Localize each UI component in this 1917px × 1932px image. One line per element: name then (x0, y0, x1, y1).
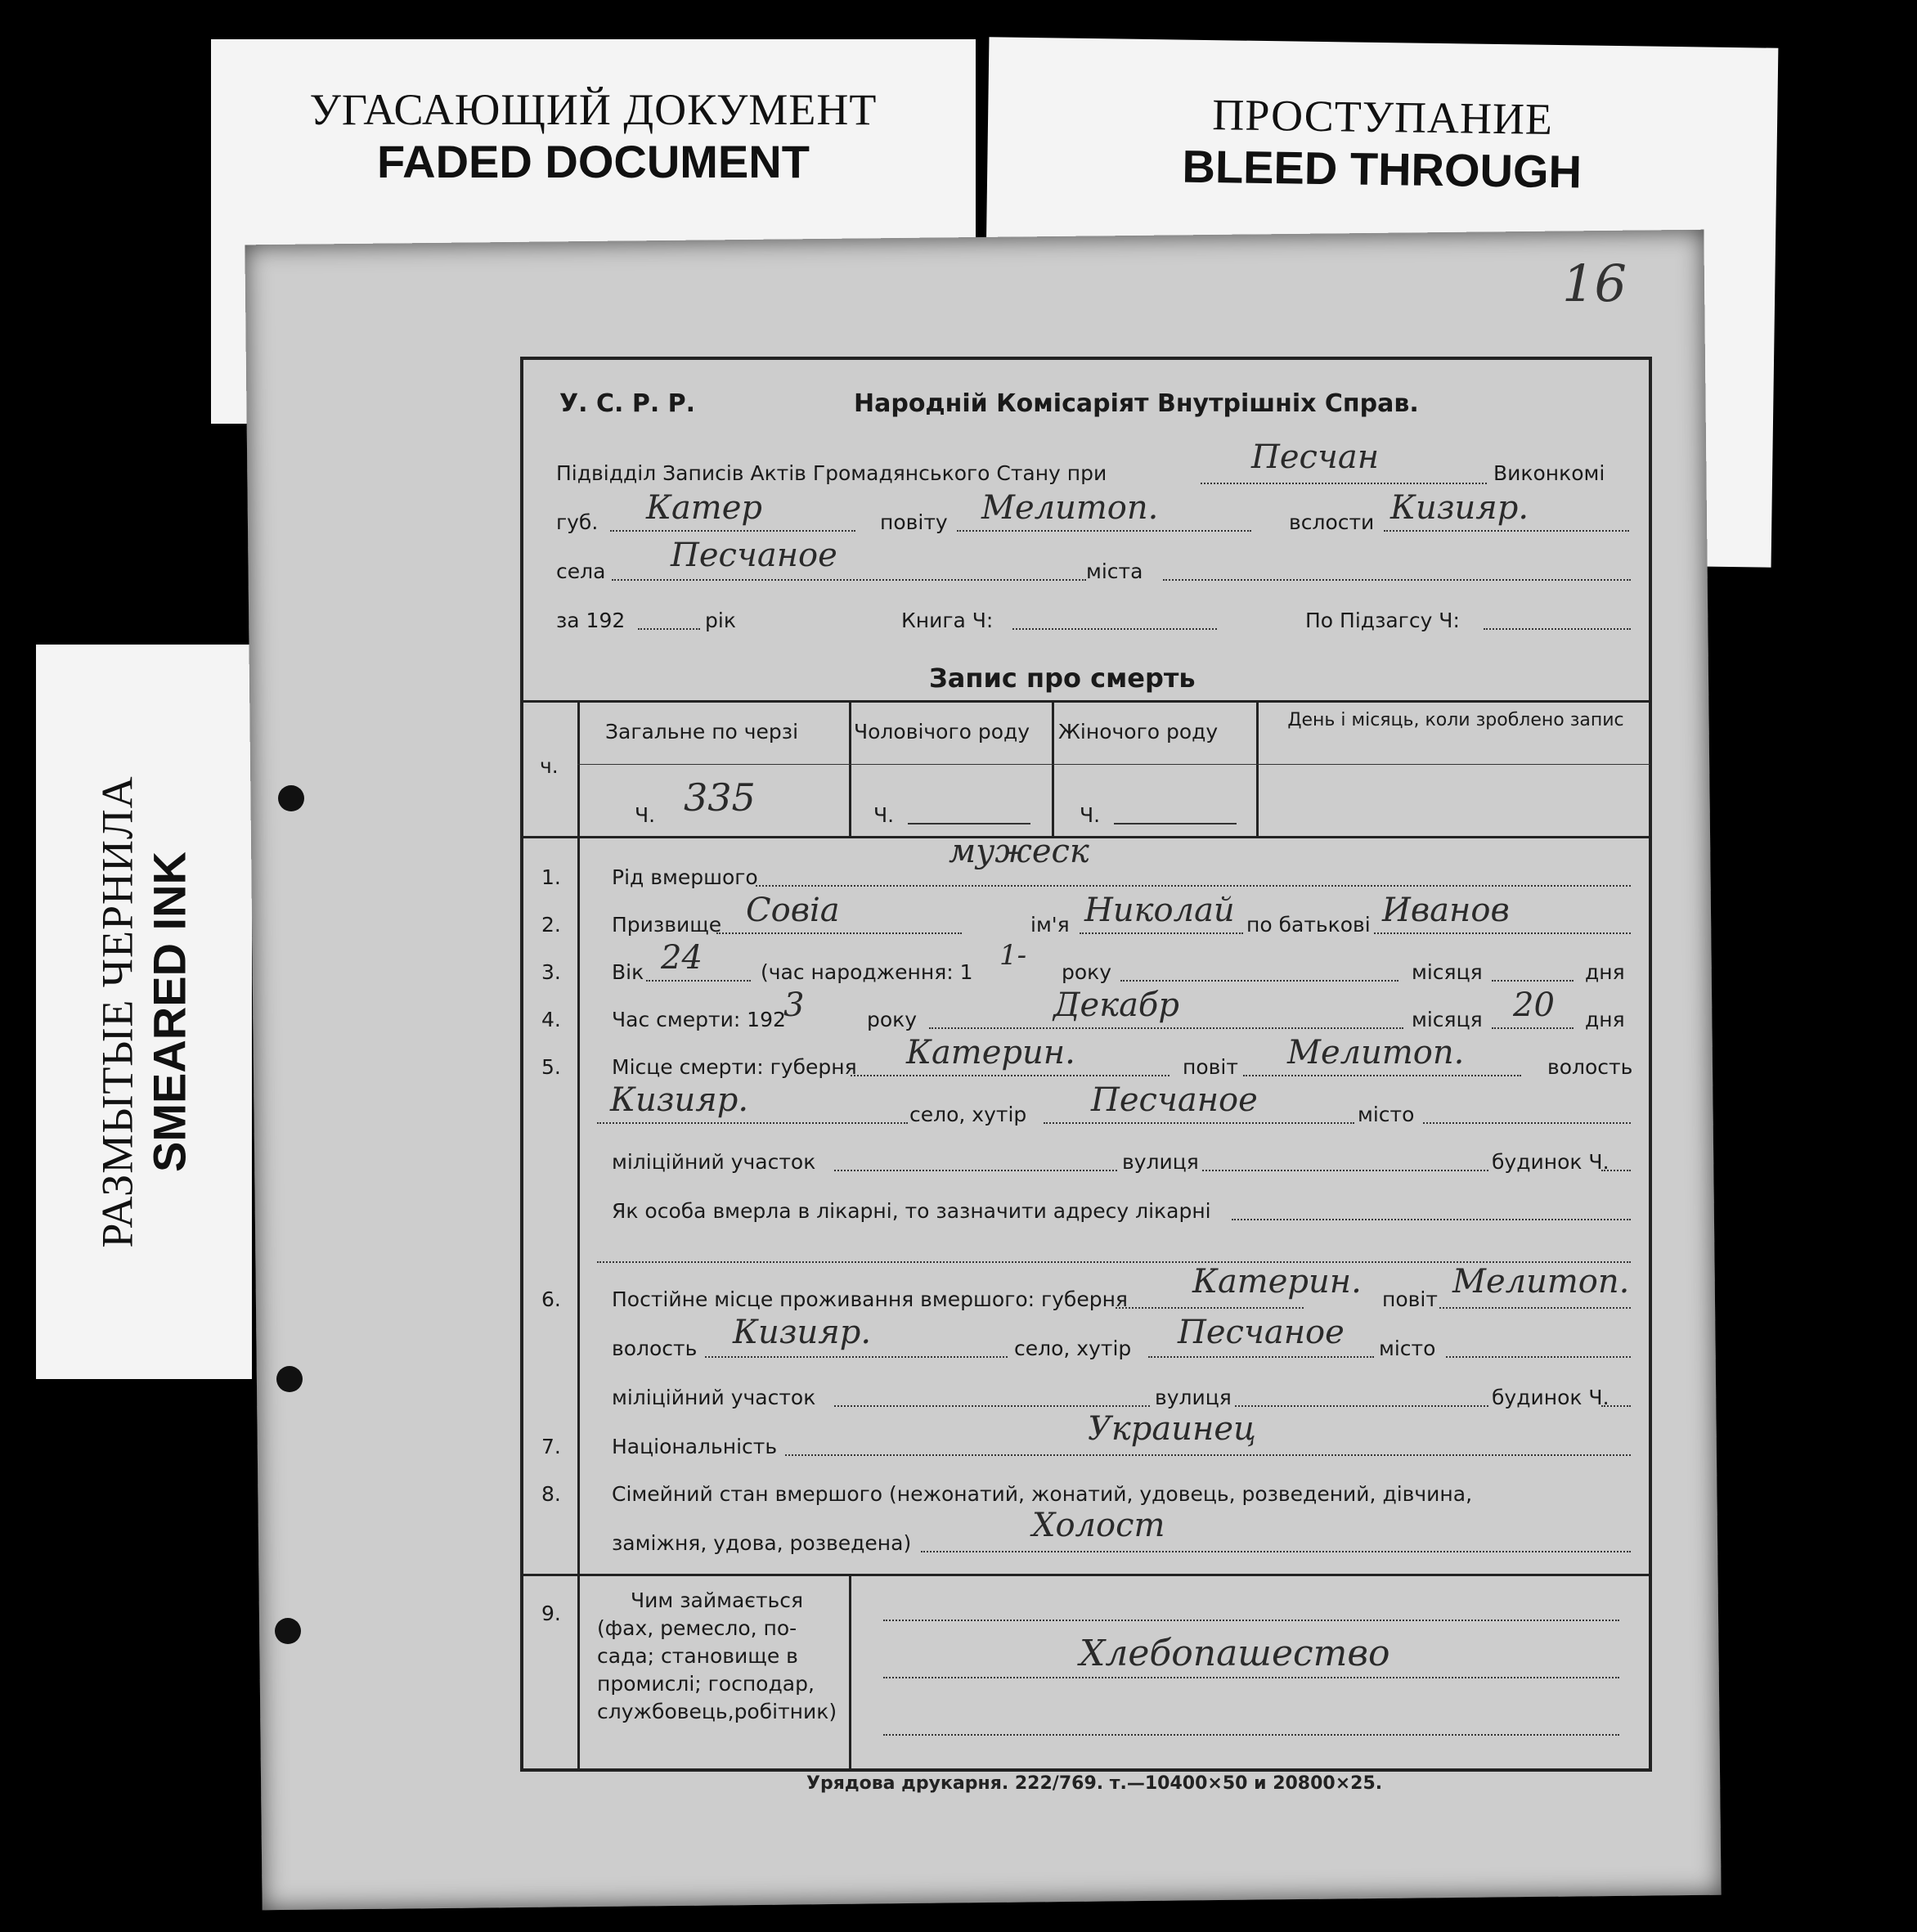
volost-label: вслости (1289, 510, 1375, 534)
hand-birth-year: 1- (999, 939, 1027, 972)
hand-res-gub: Катерин. (1192, 1263, 1362, 1301)
hand-patronymic: Иванов (1382, 892, 1510, 929)
row5-house-label: будинок Ч. (1492, 1150, 1609, 1174)
hand-volost: Кизияр. (1390, 489, 1529, 527)
subdivision-label: Підвідділ Записів Актів Громадянського Стану при (556, 461, 1107, 485)
row9-occupation-label (597, 1587, 837, 1726)
col-date: День і місяць, коли зроблено запис (1287, 710, 1624, 730)
row-number: 8. (541, 1482, 561, 1506)
hand-death-month: Декабр (1053, 986, 1179, 1024)
hand-surname: Совіа (746, 892, 840, 929)
row6-volost-label: волость (612, 1337, 698, 1360)
row3-day-label: дня (1585, 960, 1625, 984)
cell-prefix-female: Ч. (1080, 803, 1101, 827)
row8-marital-label-cont: заміжня, удова, розведена) (612, 1531, 912, 1555)
punch-hole (275, 1618, 301, 1644)
year-suffix: рік (705, 609, 736, 632)
row-number: 1. (541, 865, 561, 889)
row5-street-label: вулиця (1122, 1150, 1199, 1174)
row4-year-label: року (867, 1008, 918, 1031)
row-number: 6. (541, 1287, 561, 1311)
bleed-label-en: BLEED THROUGH (1182, 140, 1583, 198)
hand-age: 24 (661, 939, 703, 977)
row1-kind-label: Рід вмершого (612, 865, 758, 889)
bleed-label-ru: ПРОСТУПАНИЕ (1211, 90, 1554, 144)
faded-label-en: FADED DOCUMENT (377, 136, 810, 187)
row-number: 9. (541, 1602, 561, 1625)
row-number: 5. (541, 1055, 561, 1079)
cell-prefix-male: Ч. (873, 803, 895, 827)
col-general: Загальне по черзі (605, 720, 799, 744)
punch-hole (276, 1366, 303, 1392)
row3-birth-label: (час народження: 1 (761, 960, 973, 984)
row6-selo-label: село, хутір (1014, 1337, 1132, 1360)
povit-label: повіту (880, 510, 948, 534)
hand-death-volost: Кизияр. (610, 1081, 749, 1119)
cell-prefix-general: Ч. (635, 803, 656, 827)
row7-nationality-label: Національність (612, 1435, 778, 1458)
republic-name: У. С. Р. Р. (559, 389, 696, 418)
executive-label: Виконкомі (1493, 461, 1605, 485)
smeared-ink-label (36, 645, 252, 1379)
faded-label-ru: УГАСАЮЩИЙ ДОКУМЕНТ (309, 85, 878, 134)
row5-misto-label: місто (1358, 1103, 1415, 1126)
row6-street-label: вулиця (1155, 1386, 1232, 1409)
row5-selo-label: село, хутір (909, 1103, 1027, 1126)
hand-death-year: 3 (783, 986, 805, 1024)
commissariat-name: Народній Комісаріят Внутрішніх Справ. (854, 389, 1419, 418)
row5-place-label: Місце смерти: губерня (612, 1055, 857, 1079)
col-female: Жіночого роду (1058, 720, 1219, 744)
row-number: 2. (541, 913, 561, 937)
hand-povit: Мелитоп. (981, 489, 1159, 527)
col-ch: ч. (540, 754, 559, 778)
row3-age-label: Вік (612, 960, 644, 984)
row6-militia-label: міліційний участок (612, 1386, 816, 1409)
hand-general-no: 335 (684, 775, 756, 820)
row6-misto-label: місто (1379, 1337, 1436, 1360)
hand-selo: Песчаное (671, 537, 837, 574)
hand-res-povit: Мелитоп. (1452, 1263, 1630, 1301)
selo-label: села (556, 559, 606, 583)
page-number: 16 (1562, 254, 1627, 313)
row4-day-label: дня (1585, 1008, 1625, 1031)
death-record-form (520, 357, 1652, 1772)
gub-label: губ. (556, 510, 599, 534)
row2-surname-label: Призвище (612, 913, 722, 937)
row6-povit-label: повіт (1382, 1287, 1438, 1311)
row9-line: промислі; господар, (597, 1672, 815, 1696)
printer-imprint: Урядова друкарня. 222/769. т.—10400×50 и 20800×25. (806, 1773, 1383, 1794)
smeared-label-ru: РАЗМЫТЫЕ ЧЕРНИЛА (92, 775, 142, 1248)
record-title: Запис про смерть (929, 663, 1196, 694)
row-number: 7. (541, 1435, 561, 1458)
book-label: Книга Ч: (901, 609, 994, 632)
subsection-label: По Підзагсу Ч: (1305, 609, 1460, 632)
row4-month-label: місяця (1412, 1008, 1483, 1031)
row2-patronymic-label: по батькові (1246, 913, 1371, 937)
mista-label: міста (1086, 559, 1143, 583)
hand-death-gub: Катерин. (906, 1034, 1075, 1072)
row9-line: сада; становище в (597, 1644, 798, 1668)
smeared-label-en: SMEARED INK (143, 851, 195, 1173)
row6-residence-label: Постійне місце проживання вмершого: губерня (612, 1287, 1128, 1311)
punch-hole (278, 785, 304, 811)
row5-povit-label: повіт (1183, 1055, 1238, 1079)
hand-marital: Холост (1032, 1507, 1165, 1544)
hand-death-day: 20 (1513, 986, 1555, 1024)
hand-death-povit: Мелитоп. (1287, 1034, 1465, 1072)
row-number: 4. (541, 1008, 561, 1031)
row2-name-label: ім'я (1030, 913, 1070, 937)
row8-marital-label: Сімейний стан вмершого (нежонатий, жонатий, удовець, розведений, дівчина, (612, 1482, 1473, 1506)
row4-death-label: Час смерти: 192 (612, 1008, 786, 1031)
row6-house-label: будинок Ч. (1492, 1386, 1609, 1409)
hand-res-selo: Песчаное (1178, 1314, 1345, 1351)
row5-volost-label: волость (1547, 1055, 1633, 1079)
row5-hospital-label: Як особа вмерла в лікарні, то зазначити адресу лікарні (612, 1199, 1211, 1223)
row3-month-label: місяця (1412, 960, 1483, 984)
row9-line: службовець,робітник) (597, 1700, 837, 1723)
hand-occupation: Хлебопашество (1080, 1633, 1390, 1674)
hand-nationality: Украинец (1088, 1410, 1256, 1448)
year-label: за 192 (556, 609, 626, 632)
hand-death-selo: Песчаное (1091, 1081, 1258, 1119)
row9-line: (фах, ремесло, по- (597, 1616, 797, 1640)
row9-line: Чим займається (631, 1588, 804, 1612)
row-number: 3. (541, 960, 561, 984)
row5-militia-label: міліційний участок (612, 1150, 816, 1174)
hand-gub: Катер (646, 489, 763, 527)
hand-executive-of: Песчан (1251, 438, 1380, 476)
hand-res-volost: Кизияр. (733, 1314, 872, 1351)
col-male: Чоловічого роду (854, 720, 1030, 744)
hand-kind: мужеск (949, 833, 1089, 870)
row3-year-label: року (1062, 960, 1112, 984)
hand-name: Николай (1084, 892, 1235, 929)
